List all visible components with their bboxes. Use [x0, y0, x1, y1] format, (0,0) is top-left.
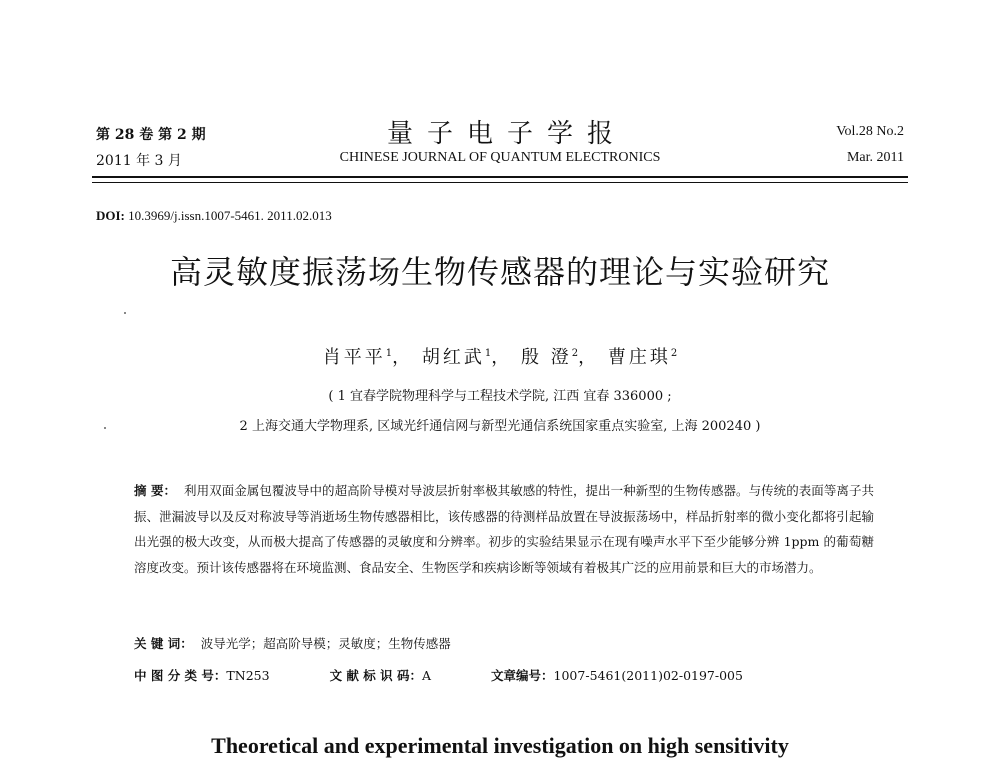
author-affiliation-mark: 1 [385, 348, 393, 359]
author-affiliation-mark: 2 [571, 348, 579, 359]
keywords-text: 波导光学；超高阶导模；灵敏度；生物传感器 [200, 636, 451, 651]
journal-title-zh: 量子电子学报 [386, 119, 627, 149]
scan-speck [124, 312, 126, 314]
article-number-value: 1007-5461(2011)02-0197-005 [553, 668, 743, 683]
date-en: Mar. 2011 [846, 150, 904, 165]
abstract [134, 478, 874, 580]
article-title-zh: 高灵敏度振荡场生物传感器的理论与实验研究 [169, 253, 830, 291]
affiliation-1: ( 1 宜春学院物理科学与工程技术学院, 江西 宜春 336000 ; [328, 389, 672, 404]
doc-code-label: 文 献 标 识 码： [329, 668, 422, 683]
abstract-label: 摘 要： [134, 483, 177, 498]
article-title-en: Theoretical and experimental investigation on high sensitivity [211, 733, 789, 758]
doi-line [96, 208, 332, 224]
volume-issue-en: Vol.28 No.2 [836, 124, 904, 139]
author-affiliation-mark: 1 [484, 348, 492, 359]
clc-value: TN253 [226, 668, 270, 683]
journal-title-en: CHINESE JOURNAL OF QUANTUM ELECTRONICS [339, 150, 661, 165]
article-number-label: 文章编号： [491, 668, 554, 683]
doc-code-value: A [421, 668, 432, 683]
header-rule-thin [92, 182, 908, 183]
author-affiliation-mark: 2 [670, 348, 678, 359]
author-list: 肖平平$^1$， 胡红武$^1$， 殷 澄$^2$， 曹庄琪$^2$ [322, 347, 678, 368]
volume-issue-zh: 第 28 卷 第 2 期 [96, 127, 206, 143]
doi-value[interactable]: 10.3969/j.issn.1007-5461. 2011.02.013 [128, 208, 332, 223]
author-name: 殷 澄 [521, 347, 572, 368]
affiliation-2: 2 上海交通大学物理系, 区域光纤通信网与新型光通信系统国家重点实验室, 上海 200240 ) [239, 419, 761, 434]
author-name: 曹庄琪 [607, 347, 671, 368]
author-name: 胡红武 [421, 347, 485, 368]
abstract-text: 利用双面金属包覆波导中的超高阶导模对导波层折射率极其敏感的特性，提出一种新型的生物传感器。与传统的表面等离子共振、泄漏波导以及反对称波导等消逝场生物传感器相比，该传感器的待测样品放置在导波振荡场中，样品折射率的微小变化都将引起输出光强的极大改变，从而极大提高了传感器的灵敏度和分辨率。初步的实验结果显示在现有噪声水平下至少能够分辨 1ppm 的葡萄糖溶度改变。预计该传感器将在环境监测、食品安全、生物医学和疾病诊断等领域有着极其广泛的应用前景和巨大的市场潜力。 [134, 483, 874, 575]
date-zh: 2011 年 3 月 [96, 153, 182, 169]
keywords-label: 关 键 词： [134, 636, 193, 651]
classification-line [134, 666, 743, 684]
doi-label: DOI: [96, 208, 125, 223]
clc-label: 中 图 分 类 号： [134, 668, 227, 683]
header-rule-thick [92, 176, 908, 178]
author-name: 肖平平 [322, 347, 386, 368]
keywords [134, 634, 451, 652]
